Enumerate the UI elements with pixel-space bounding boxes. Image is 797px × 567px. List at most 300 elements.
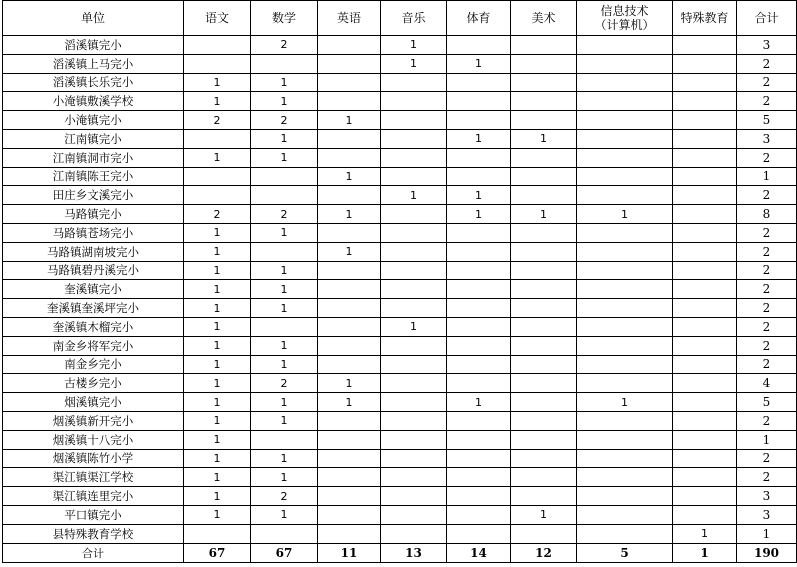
math-cell <box>251 317 318 336</box>
column-header-label: 音乐 <box>401 11 426 25</box>
chinese-cell: 1 <box>184 505 251 524</box>
special-cell <box>673 374 737 393</box>
row-total-cell: 2 <box>737 355 797 374</box>
row-total-cell: 3 <box>737 36 797 55</box>
row-total-cell: 2 <box>737 223 797 242</box>
art-cell <box>511 223 577 242</box>
math-cell: 2 <box>251 487 318 506</box>
table-row <box>3 355 797 374</box>
music-cell <box>381 524 447 543</box>
table-row <box>3 299 797 318</box>
math-cell <box>251 167 318 186</box>
music-cell <box>381 280 447 299</box>
math-cell <box>251 186 318 205</box>
special-cell <box>673 411 737 430</box>
unit-name-cell: 渠江镇渠江学校 <box>3 468 184 487</box>
row-total-cell: 4 <box>737 374 797 393</box>
row-total-cell: 2 <box>737 242 797 261</box>
pe-cell <box>447 449 511 468</box>
table-row <box>3 242 797 261</box>
column-header-unit <box>3 1 184 36</box>
music-cell <box>381 111 447 130</box>
table-row <box>3 148 797 167</box>
unit-name-cell: 小淹镇完小 <box>3 111 184 130</box>
chinese-cell: 1 <box>184 468 251 487</box>
pe-cell <box>447 280 511 299</box>
special-cell <box>673 468 737 487</box>
pe-cell <box>447 242 511 261</box>
unit-name-cell: 奎溪镇完小 <box>3 280 184 299</box>
row-total-cell: 3 <box>737 129 797 148</box>
chinese-cell: 2 <box>184 205 251 224</box>
it-cell <box>577 487 673 506</box>
english-cell: 1 <box>318 205 381 224</box>
table-footer <box>3 543 797 562</box>
unit-name-cell: 烟溪镇陈竹小学 <box>3 449 184 468</box>
pe-cell: 1 <box>447 54 511 73</box>
chinese-cell <box>184 524 251 543</box>
chinese-cell <box>184 36 251 55</box>
english-cell <box>318 36 381 55</box>
special-cell <box>673 54 737 73</box>
music-cell <box>381 393 447 412</box>
table-row <box>3 92 797 111</box>
art-cell <box>511 374 577 393</box>
pe-cell <box>447 299 511 318</box>
row-total-cell: 2 <box>737 148 797 167</box>
unit-name-cell: 平口镇完小 <box>3 505 184 524</box>
chinese-cell: 1 <box>184 449 251 468</box>
pe-cell <box>447 505 511 524</box>
unit-name-cell: 烟溪镇新开完小 <box>3 411 184 430</box>
chinese-cell: 1 <box>184 374 251 393</box>
music-cell <box>381 449 447 468</box>
it-cell <box>577 73 673 92</box>
english-cell <box>318 336 381 355</box>
math-cell: 1 <box>251 73 318 92</box>
row-total-cell: 5 <box>737 111 797 130</box>
row-total-cell: 2 <box>737 468 797 487</box>
math-cell: 2 <box>251 36 318 55</box>
table-row <box>3 430 797 449</box>
math-cell: 1 <box>251 393 318 412</box>
math-cell: 1 <box>251 92 318 111</box>
row-total-cell: 3 <box>737 505 797 524</box>
music-cell <box>381 261 447 280</box>
unit-name-cell: 南金乡将军完小 <box>3 336 184 355</box>
table-row <box>3 393 797 412</box>
chinese-cell: 1 <box>184 92 251 111</box>
row-total-cell: 2 <box>737 73 797 92</box>
table-row <box>3 336 797 355</box>
chinese-cell: 1 <box>184 336 251 355</box>
art-cell <box>511 468 577 487</box>
header-row <box>3 1 797 36</box>
unit-name-cell: 滔溪镇长乐完小 <box>3 73 184 92</box>
column-header-label: 语文 <box>204 11 229 25</box>
column-header-art <box>511 1 577 36</box>
english-cell: 1 <box>318 167 381 186</box>
chinese-cell: 1 <box>184 411 251 430</box>
english-cell: 1 <box>318 374 381 393</box>
math-cell: 1 <box>251 223 318 242</box>
art-cell <box>511 280 577 299</box>
english-cell <box>318 449 381 468</box>
table-row <box>3 280 797 299</box>
it-cell <box>577 186 673 205</box>
music-cell <box>381 167 447 186</box>
row-total-cell: 2 <box>737 299 797 318</box>
chinese-cell: 1 <box>184 355 251 374</box>
special-cell <box>673 205 737 224</box>
unit-name-cell: 南金乡完小 <box>3 355 184 374</box>
pe-cell <box>447 261 511 280</box>
row-total-cell: 2 <box>737 449 797 468</box>
pe-cell <box>447 355 511 374</box>
pe-cell <box>447 411 511 430</box>
unit-name-cell: 烟溪镇完小 <box>3 393 184 412</box>
english-cell <box>318 317 381 336</box>
row-total-cell: 3 <box>737 487 797 506</box>
it-cell <box>577 430 673 449</box>
unit-name-cell: 江南镇陈王完小 <box>3 167 184 186</box>
special-cell <box>673 449 737 468</box>
music-cell <box>381 148 447 167</box>
table-row <box>3 468 797 487</box>
table-row <box>3 487 797 506</box>
chinese-cell: 1 <box>184 261 251 280</box>
pe-cell <box>447 167 511 186</box>
column-total-cell: 190 <box>737 543 797 562</box>
math-cell: 1 <box>251 129 318 148</box>
math-cell: 1 <box>251 148 318 167</box>
row-total-cell: 2 <box>737 261 797 280</box>
column-header-label: 特殊教育 <box>680 11 729 25</box>
pe-cell <box>447 524 511 543</box>
column-header-label: 单位 <box>80 11 105 25</box>
unit-name-cell: 马路镇碧丹溪完小 <box>3 261 184 280</box>
pe-cell <box>447 223 511 242</box>
unit-name-cell: 渠江镇连里完小 <box>3 487 184 506</box>
table-body <box>3 36 797 544</box>
column-header-english <box>318 1 381 36</box>
art-cell: 1 <box>511 205 577 224</box>
row-total-cell: 2 <box>737 186 797 205</box>
it-cell <box>577 317 673 336</box>
it-cell <box>577 299 673 318</box>
chinese-cell <box>184 54 251 73</box>
it-cell <box>577 242 673 261</box>
unit-name-cell: 小淹镇敷溪学校 <box>3 92 184 111</box>
it-cell <box>577 92 673 111</box>
english-cell <box>318 524 381 543</box>
unit-name-cell: 古楼乡完小 <box>3 374 184 393</box>
chinese-cell <box>184 167 251 186</box>
english-cell <box>318 468 381 487</box>
art-cell <box>511 355 577 374</box>
column-header-label: 数学 <box>271 11 296 25</box>
unit-name-cell: 马路镇湖南坡完小 <box>3 242 184 261</box>
it-cell <box>577 524 673 543</box>
column-header-label: 美术 <box>531 11 556 25</box>
it-cell <box>577 411 673 430</box>
art-cell <box>511 148 577 167</box>
english-cell <box>318 73 381 92</box>
column-total-cell: 14 <box>447 543 511 562</box>
pe-cell <box>447 111 511 130</box>
table-row <box>3 261 797 280</box>
art-cell <box>511 430 577 449</box>
unit-name-cell: 奎溪镇木榴完小 <box>3 317 184 336</box>
math-cell: 1 <box>251 468 318 487</box>
table-row <box>3 374 797 393</box>
total-label-cell: 合计 <box>3 543 184 562</box>
special-cell <box>673 317 737 336</box>
table-row <box>3 111 797 130</box>
music-cell <box>381 505 447 524</box>
music-cell: 1 <box>381 186 447 205</box>
total-row <box>3 543 797 562</box>
table-row <box>3 36 797 55</box>
special-cell <box>673 92 737 111</box>
math-cell: 2 <box>251 111 318 130</box>
column-total-cell: 13 <box>381 543 447 562</box>
it-cell <box>577 449 673 468</box>
row-total-cell: 1 <box>737 524 797 543</box>
it-cell <box>577 261 673 280</box>
english-cell: 1 <box>318 393 381 412</box>
table-row <box>3 186 797 205</box>
pe-cell <box>447 92 511 111</box>
art-cell <box>511 411 577 430</box>
table-header <box>3 1 797 36</box>
it-cell <box>577 374 673 393</box>
it-cell <box>577 148 673 167</box>
table-row <box>3 54 797 73</box>
special-cell <box>673 36 737 55</box>
it-cell <box>577 336 673 355</box>
special-cell <box>673 299 737 318</box>
music-cell <box>381 355 447 374</box>
art-cell <box>511 73 577 92</box>
column-header-chinese <box>184 1 251 36</box>
it-cell <box>577 111 673 130</box>
table-row <box>3 223 797 242</box>
art-cell <box>511 393 577 412</box>
english-cell <box>318 355 381 374</box>
math-cell: 1 <box>251 261 318 280</box>
unit-name-cell: 奎溪镇奎溪坪完小 <box>3 299 184 318</box>
art-cell <box>511 299 577 318</box>
music-cell <box>381 468 447 487</box>
music-cell <box>381 92 447 111</box>
pe-cell: 1 <box>447 205 511 224</box>
math-cell <box>251 430 318 449</box>
pe-cell: 1 <box>447 129 511 148</box>
math-cell: 1 <box>251 411 318 430</box>
column-total-cell: 67 <box>251 543 318 562</box>
music-cell: 1 <box>381 36 447 55</box>
art-cell <box>511 92 577 111</box>
english-cell <box>318 148 381 167</box>
special-cell <box>673 355 737 374</box>
english-cell <box>318 92 381 111</box>
unit-name-cell: 县特殊教育学校 <box>3 524 184 543</box>
it-cell <box>577 129 673 148</box>
english-cell <box>318 186 381 205</box>
music-cell <box>381 411 447 430</box>
chinese-cell: 1 <box>184 148 251 167</box>
chinese-cell: 1 <box>184 73 251 92</box>
row-total-cell: 2 <box>737 280 797 299</box>
pe-cell <box>447 487 511 506</box>
art-cell <box>511 261 577 280</box>
music-cell <box>381 487 447 506</box>
art-cell <box>511 317 577 336</box>
row-total-cell: 1 <box>737 430 797 449</box>
unit-name-cell: 马路镇完小 <box>3 205 184 224</box>
table-row <box>3 505 797 524</box>
special-cell <box>673 261 737 280</box>
unit-name-cell: 江南镇完小 <box>3 129 184 148</box>
column-header-label: 体育 <box>466 11 491 25</box>
math-cell: 1 <box>251 355 318 374</box>
music-cell <box>381 129 447 148</box>
column-header-label: 合计 <box>754 11 779 25</box>
row-total-cell: 2 <box>737 336 797 355</box>
column-header-total <box>737 1 797 36</box>
column-total-cell: 5 <box>577 543 673 562</box>
special-cell <box>673 186 737 205</box>
pe-cell <box>447 148 511 167</box>
column-header-label: 英语 <box>336 11 361 25</box>
art-cell: 1 <box>511 129 577 148</box>
music-cell <box>381 73 447 92</box>
column-total-cell: 1 <box>673 543 737 562</box>
special-cell <box>673 430 737 449</box>
unit-name-cell: 田庄乡文溪完小 <box>3 186 184 205</box>
column-total-cell: 11 <box>318 543 381 562</box>
math-cell <box>251 54 318 73</box>
english-cell <box>318 261 381 280</box>
math-cell: 1 <box>251 449 318 468</box>
english-cell <box>318 129 381 148</box>
music-cell <box>381 336 447 355</box>
pe-cell: 1 <box>447 393 511 412</box>
art-cell <box>511 524 577 543</box>
it-cell: 1 <box>577 205 673 224</box>
chinese-cell: 2 <box>184 111 251 130</box>
table-row <box>3 205 797 224</box>
chinese-cell: 1 <box>184 430 251 449</box>
art-cell <box>511 54 577 73</box>
special-cell <box>673 505 737 524</box>
chinese-cell: 1 <box>184 299 251 318</box>
english-cell: 1 <box>318 242 381 261</box>
special-cell <box>673 167 737 186</box>
music-cell <box>381 242 447 261</box>
table-row <box>3 129 797 148</box>
chinese-cell: 1 <box>184 487 251 506</box>
pe-cell <box>447 336 511 355</box>
special-cell <box>673 280 737 299</box>
music-cell <box>381 205 447 224</box>
column-header-sublabel: （计算机） <box>594 18 655 32</box>
music-cell <box>381 430 447 449</box>
row-total-cell: 8 <box>737 205 797 224</box>
chinese-cell: 1 <box>184 393 251 412</box>
column-header-math <box>251 1 318 36</box>
chinese-cell: 1 <box>184 223 251 242</box>
math-cell: 2 <box>251 374 318 393</box>
english-cell <box>318 280 381 299</box>
art-cell <box>511 449 577 468</box>
art-cell <box>511 487 577 506</box>
row-total-cell: 2 <box>737 54 797 73</box>
it-cell: 1 <box>577 393 673 412</box>
it-cell <box>577 505 673 524</box>
pe-cell <box>447 374 511 393</box>
english-cell <box>318 223 381 242</box>
row-total-cell: 5 <box>737 393 797 412</box>
special-cell <box>673 487 737 506</box>
unit-name-cell: 马路镇苍场完小 <box>3 223 184 242</box>
pe-cell <box>447 468 511 487</box>
special-cell <box>673 148 737 167</box>
special-cell <box>673 393 737 412</box>
chinese-cell: 1 <box>184 242 251 261</box>
column-header-pe <box>447 1 511 36</box>
special-cell <box>673 242 737 261</box>
column-header-music <box>381 1 447 36</box>
row-total-cell: 2 <box>737 92 797 111</box>
special-cell: 1 <box>673 524 737 543</box>
pe-cell <box>447 73 511 92</box>
it-cell <box>577 36 673 55</box>
chinese-cell: 1 <box>184 317 251 336</box>
it-cell <box>577 167 673 186</box>
it-cell <box>577 280 673 299</box>
it-cell <box>577 54 673 73</box>
table-row <box>3 73 797 92</box>
music-cell <box>381 223 447 242</box>
table-row <box>3 449 797 468</box>
column-header-label: 信息技术 <box>600 4 649 18</box>
table-row <box>3 524 797 543</box>
math-cell: 2 <box>251 205 318 224</box>
art-cell <box>511 36 577 55</box>
pe-cell <box>447 430 511 449</box>
math-cell: 1 <box>251 505 318 524</box>
pe-cell: 1 <box>447 186 511 205</box>
special-cell <box>673 73 737 92</box>
art-cell <box>511 111 577 130</box>
it-cell <box>577 223 673 242</box>
pe-cell <box>447 317 511 336</box>
it-cell <box>577 468 673 487</box>
special-cell <box>673 336 737 355</box>
english-cell <box>318 299 381 318</box>
special-cell <box>673 129 737 148</box>
english-cell <box>318 487 381 506</box>
music-cell: 1 <box>381 54 447 73</box>
art-cell <box>511 242 577 261</box>
chinese-cell <box>184 129 251 148</box>
column-header-it <box>577 1 673 36</box>
unit-name-cell: 江南镇洞市完小 <box>3 148 184 167</box>
music-cell <box>381 299 447 318</box>
art-cell <box>511 167 577 186</box>
